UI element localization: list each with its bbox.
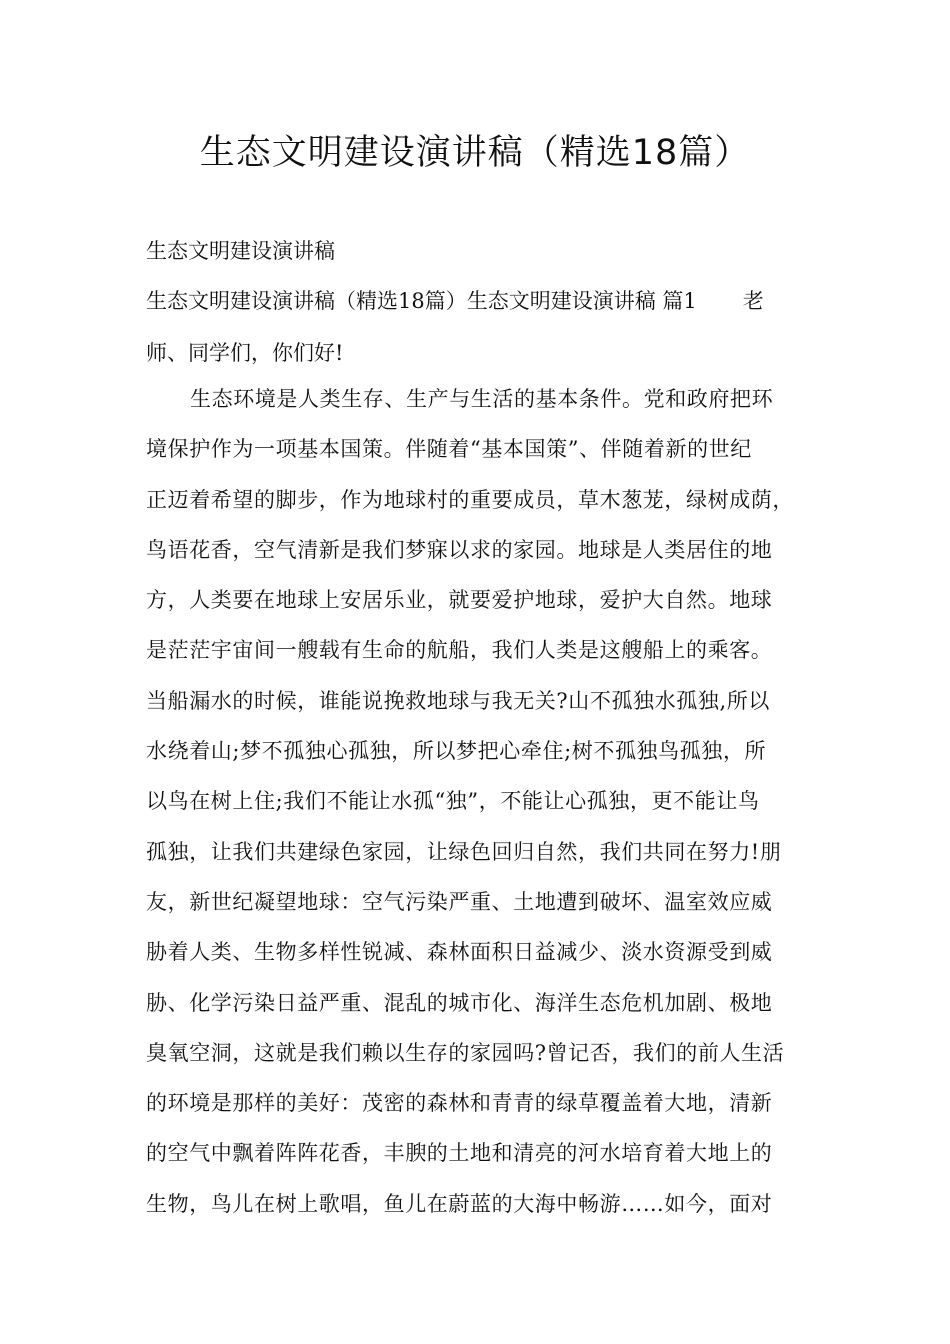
body-line: 生态环境是人类生存、生产与生活的基本条件。党和政府把环 <box>190 387 774 411</box>
lead-paragraph-line-2: 师、同学们，你们好! <box>146 341 344 365</box>
body-line: 孤独，让我们共建绿色家园，让绿色回归自然，我们共同在努力!朋 <box>146 839 782 864</box>
document-title: 生态文明建设演讲稿（精选18篇） <box>199 133 751 173</box>
body-line: 胁、化学污染日益严重、混乱的城市化、海洋生态危机加剧、极地 <box>146 990 773 1015</box>
body-line: 的环境是那样的美好：茂密的森林和青青的绿草覆盖着大地，清新 <box>146 1091 773 1116</box>
body-line: 方，人类要在地球上安居乐业，就要爱护地球，爱护大自然。地球 <box>146 588 773 613</box>
body-line: 是茫茫宇宙间一艘载有生命的航船，我们人类是这艘船上的乘客。 <box>146 638 773 663</box>
lead-paragraph-line-1 <box>146 286 764 316</box>
lead-tail: 老 <box>742 289 764 313</box>
body-line: 胁着人类、生物多样性锐减、森林面积日益减少、淡水资源受到威 <box>146 940 773 965</box>
body-line: 鸟语花香，空气清新是我们梦寐以求的家园。地球是人类居住的地 <box>146 537 773 562</box>
body-paragraph <box>146 384 794 1239</box>
body-line: 水绕着山;梦不孤独心孤独，所以梦把心牵住;树不孤独鸟孤独，所 <box>146 739 767 764</box>
lead-text: 生态文明建设演讲稿（精选18篇）生态文明建设演讲稿 篇1 <box>146 289 697 313</box>
body-line: 以鸟在树上住;我们不能让水孤“独”，不能让心孤独，更不能让鸟 <box>146 789 760 814</box>
body-line: 正迈着希望的脚步，作为地球村的重要成员，草木葱茏，绿树成荫， <box>146 487 794 512</box>
body-line: 友，新世纪凝望地球：空气污染严重、土地遭到破坏、温室效应威 <box>146 889 773 914</box>
body-line: 生物，鸟儿在树上歌唱，鱼儿在蔚蓝的大海中畅游……如今，面对 <box>146 1191 773 1216</box>
body-line: 当船漏水的时候，谁能说挽救地球与我无关?山不孤独水孤独,所以 <box>146 688 770 713</box>
body-line: 臭氧空洞，这就是我们赖以生存的家园吗?曾记否，我们的前人生活 <box>146 1040 785 1065</box>
document-subtitle: 生态文明建设演讲稿 <box>146 239 335 263</box>
body-line: 境保护作为一项基本国策。伴随着“基本国策”、伴随着新的世纪 <box>146 437 752 462</box>
body-line: 的空气中飘着阵阵花香，丰腴的土地和清亮的河水培育着大地上的 <box>146 1141 773 1166</box>
